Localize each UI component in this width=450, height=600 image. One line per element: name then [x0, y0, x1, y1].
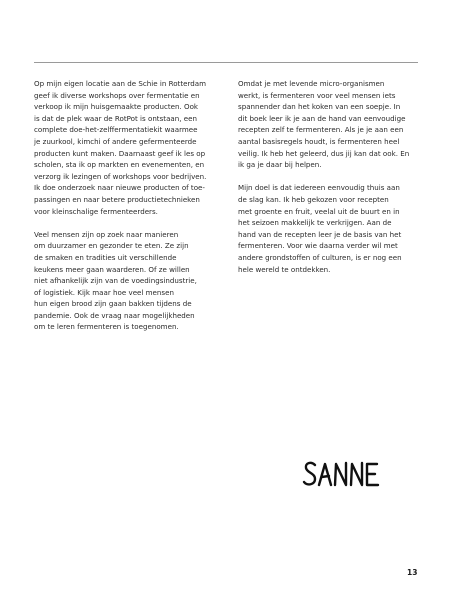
paragraph: Omdat je met levende micro-organismen werkt, is fermenteren voor veel mensen iets spannender dan het koken van een soepje. In dit boek leer ik je aan de hand van eenvoudige recepten zelf te fermenteren. Als je je aan een aantal basisregels houdt, is fermenteren heel veilig. Ik heb het geleerd, dus jij kan dat ook. En ik ga je daar bij helpen.: [238, 79, 410, 170]
paragraph: Op mijn eigen locatie aan de Schie in Rotterdam geef ik diverse workshops over fermentatie en verkoop ik mijn huisgemaakte producten. Ook is dat de plek waar de RotPot is ontstaan, een complete doe-het-zelffermentatiekit waarmee je zuurkool, kimchi of andere gefermenteerde producten kunt maken. Daarnaast geef ik les op scholen, sta ik op markten en evenementen, en verzorg ik lezingen of workshops voor bedrijven. Ik doe onderzoek naar nieuwe producten of toe- passingen en naar betere productietechnieken voor kleinschalige fermenteerders.: [34, 79, 207, 216]
paragraph: Mijn doel is dat iedereen eenvoudig thuis aan de slag kan. Ik heb gekozen voor recepten met groente en fruit, veelal uit de buurt en in het seizoen makkelijk te verkrijgen. Aan de hand van de recepten leer je de basis van het fermenteren. Voor wie daarna verder wil met andere grondstoffen of culturen, is er nog een hele wereld te ontdekken.: [238, 183, 402, 274]
left-text-column: [34, 78, 219, 345]
header-rule: [34, 62, 418, 63]
paragraph: Veel mensen zijn op zoek naar manieren om duurzamer en gezonder te eten. Ze zijn de smaken en tradities uit verschillende keukens meer gaan waarderen. Of ze willen niet afhankelijk zijn van de voedingsindustrie, of logistiek. Kijk maar hoe veel mensen hun eigen brood zijn gaan bakken tijdens de pandemie. Ook de vraag naar mogelijkheden om te leren fermenteren is toegenomen.: [34, 229, 197, 332]
handwritten-signature: [302, 457, 386, 491]
page-number: 13: [407, 568, 418, 577]
right-text-column: [238, 78, 423, 287]
